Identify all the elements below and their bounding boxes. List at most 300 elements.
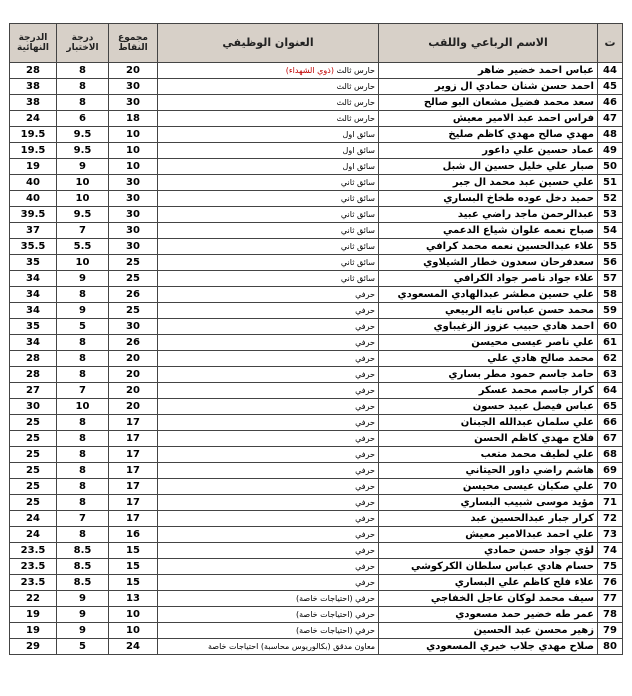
- cell-seq: 62: [598, 351, 623, 367]
- cell-final: 19: [10, 607, 57, 623]
- cell-final: 35: [10, 319, 57, 335]
- cell-points: 30: [109, 175, 158, 191]
- cell-title: [158, 63, 379, 79]
- job-title-text: حرفي: [355, 609, 375, 619]
- cell-points: 17: [109, 463, 158, 479]
- cell-title: [158, 95, 379, 111]
- job-title-text: حرفي: [355, 545, 375, 555]
- cell-title: [158, 543, 379, 559]
- cell-seq: 58: [598, 287, 623, 303]
- job-title-text: حرفي: [355, 321, 375, 331]
- cell-exam: 8.5: [57, 575, 109, 591]
- job-title-text: حرفي: [355, 433, 375, 443]
- cell-exam: 7: [57, 511, 109, 527]
- cell-name: علي سلمان عبدالله الجبنان: [379, 415, 598, 431]
- cell-exam: 10: [57, 191, 109, 207]
- cell-seq: 55: [598, 239, 623, 255]
- cell-title: [158, 351, 379, 367]
- cell-final: 28: [10, 367, 57, 383]
- header-seq: ت: [598, 24, 623, 63]
- table-row: [10, 351, 623, 367]
- cell-points: 13: [109, 591, 158, 607]
- table-row: [10, 463, 623, 479]
- cell-name: فراس احمد عبد الامير معيش: [379, 111, 598, 127]
- cell-exam: 7: [57, 383, 109, 399]
- cell-title: [158, 607, 379, 623]
- cell-name: مؤيد موسى شبيب البساري: [379, 495, 598, 511]
- cell-title: [158, 319, 379, 335]
- cell-exam: 10: [57, 399, 109, 415]
- job-title-text: سائق اول: [342, 145, 375, 155]
- cell-seq: 49: [598, 143, 623, 159]
- cell-points: 17: [109, 479, 158, 495]
- cell-title: [158, 287, 379, 303]
- cell-exam: 5.5: [57, 239, 109, 255]
- job-title-text: حرفي: [355, 561, 375, 571]
- cell-title: [158, 175, 379, 191]
- job-title-text: حرفي: [355, 625, 375, 635]
- job-title-text: حرفي: [355, 529, 375, 539]
- table-row: [10, 223, 623, 239]
- cell-seq: 48: [598, 127, 623, 143]
- job-title-text: سائق ثاني: [340, 209, 375, 219]
- cell-title: [158, 159, 379, 175]
- cell-final: 19.5: [10, 127, 57, 143]
- cell-title: [158, 335, 379, 351]
- cell-title: [158, 463, 379, 479]
- table-row: [10, 623, 623, 639]
- cell-final: 23.5: [10, 559, 57, 575]
- table-row: [10, 191, 623, 207]
- job-title-note: (احتياجات خاصة): [295, 609, 353, 619]
- job-title-text: حرفي: [355, 401, 375, 411]
- cell-exam: 8: [57, 527, 109, 543]
- cell-title: [158, 575, 379, 591]
- cell-final: 40: [10, 175, 57, 191]
- cell-points: 10: [109, 143, 158, 159]
- table-row: [10, 431, 623, 447]
- cell-seq: 53: [598, 207, 623, 223]
- cell-name: علي حسين عبد محمد ال جبر: [379, 175, 598, 191]
- cell-name: لؤي جواد حسن حمادي: [379, 543, 598, 559]
- cell-seq: 65: [598, 399, 623, 415]
- table-row: [10, 95, 623, 111]
- header-row: [10, 24, 623, 63]
- table-row: [10, 639, 623, 655]
- cell-exam: 8: [57, 495, 109, 511]
- cell-exam: 9: [57, 303, 109, 319]
- table-row: [10, 79, 623, 95]
- cell-exam: 9.5: [57, 127, 109, 143]
- job-title-text: حارس ثالث: [336, 113, 375, 123]
- cell-seq: 78: [598, 607, 623, 623]
- job-title-text: حارس ثالث: [336, 81, 375, 91]
- cell-exam: 9: [57, 607, 109, 623]
- job-title-text: سائق ثاني: [340, 257, 375, 267]
- cell-points: 20: [109, 383, 158, 399]
- table-row: [10, 255, 623, 271]
- cell-exam: 5: [57, 639, 109, 655]
- cell-name: احمد هادي حبيب عزوز الزغيباوي: [379, 319, 598, 335]
- cell-name: مهدي صالح مهدي كاظم صليخ: [379, 127, 598, 143]
- cell-final: 34: [10, 271, 57, 287]
- cell-title: [158, 559, 379, 575]
- cell-final: 25: [10, 415, 57, 431]
- cell-name: عمر طه خضير حمد مسعودي: [379, 607, 598, 623]
- cell-title: [158, 495, 379, 511]
- cell-points: 30: [109, 223, 158, 239]
- results-table: [9, 23, 623, 655]
- cell-final: 22: [10, 591, 57, 607]
- cell-points: 17: [109, 447, 158, 463]
- cell-points: 30: [109, 239, 158, 255]
- cell-exam: 8: [57, 479, 109, 495]
- cell-final: 24: [10, 111, 57, 127]
- cell-exam: 9.5: [57, 143, 109, 159]
- cell-title: [158, 623, 379, 639]
- table-row: [10, 335, 623, 351]
- table-row: [10, 559, 623, 575]
- cell-final: 35.5: [10, 239, 57, 255]
- job-title-text: سائق ثاني: [340, 225, 375, 235]
- cell-points: 30: [109, 319, 158, 335]
- job-title-note: (ذوي الشهداء): [285, 65, 334, 75]
- cell-name: علي ناصر عيسى محيسن: [379, 335, 598, 351]
- table-row: [10, 527, 623, 543]
- cell-points: 30: [109, 207, 158, 223]
- cell-points: 20: [109, 399, 158, 415]
- cell-title: [158, 399, 379, 415]
- cell-name: صبار علي خليل حسين ال شبل: [379, 159, 598, 175]
- cell-seq: 51: [598, 175, 623, 191]
- cell-title: [158, 239, 379, 255]
- cell-name: حامد جاسم حمود مطر بساري: [379, 367, 598, 383]
- cell-name: علي صكبان عيسى محيسن: [379, 479, 598, 495]
- cell-points: 30: [109, 79, 158, 95]
- job-title-text: سائق اول: [342, 129, 375, 139]
- cell-title: [158, 639, 379, 655]
- cell-title: [158, 111, 379, 127]
- cell-title: [158, 383, 379, 399]
- cell-final: 34: [10, 303, 57, 319]
- cell-seq: 68: [598, 447, 623, 463]
- table-row: [10, 399, 623, 415]
- job-title-text: حرفي: [355, 465, 375, 475]
- cell-final: 34: [10, 287, 57, 303]
- cell-final: 34: [10, 335, 57, 351]
- cell-seq: 70: [598, 479, 623, 495]
- cell-title: [158, 511, 379, 527]
- cell-points: 15: [109, 543, 158, 559]
- cell-points: 30: [109, 95, 158, 111]
- cell-exam: 8.5: [57, 559, 109, 575]
- cell-name: احمد حسن شنان حمادي ال زوير: [379, 79, 598, 95]
- cell-name: عماد حسين علي داعور: [379, 143, 598, 159]
- job-title-text: حرفي: [355, 481, 375, 491]
- cell-title: [158, 223, 379, 239]
- cell-title: [158, 255, 379, 271]
- cell-final: 19: [10, 623, 57, 639]
- cell-title: [158, 191, 379, 207]
- table-row: [10, 63, 623, 79]
- cell-name: صلاح مهدي جلاب خيري المسعودي: [379, 639, 598, 655]
- cell-seq: 66: [598, 415, 623, 431]
- cell-seq: 52: [598, 191, 623, 207]
- cell-final: 19: [10, 159, 57, 175]
- cell-exam: 8: [57, 431, 109, 447]
- table-row: [10, 479, 623, 495]
- cell-name: سيف محمد لوكان عاجل الخفاجي: [379, 591, 598, 607]
- cell-exam: 8: [57, 463, 109, 479]
- job-title-text: حرفي: [355, 593, 375, 603]
- cell-points: 17: [109, 431, 158, 447]
- cell-name: علاء فلح كاظم علي البساري: [379, 575, 598, 591]
- cell-title: [158, 591, 379, 607]
- cell-name: هاشم راضي داور الحيتاني: [379, 463, 598, 479]
- cell-seq: 74: [598, 543, 623, 559]
- cell-title: [158, 431, 379, 447]
- cell-points: 17: [109, 511, 158, 527]
- cell-exam: 10: [57, 175, 109, 191]
- job-title-text: حرفي: [355, 353, 375, 363]
- cell-exam: 9: [57, 623, 109, 639]
- cell-title: [158, 207, 379, 223]
- cell-final: 25: [10, 463, 57, 479]
- cell-title: [158, 127, 379, 143]
- cell-points: 17: [109, 495, 158, 511]
- cell-seq: 54: [598, 223, 623, 239]
- cell-title: [158, 415, 379, 431]
- cell-points: 15: [109, 575, 158, 591]
- header-title: العنوان الوظيفي: [158, 24, 379, 63]
- job-title-text: حرفي: [355, 289, 375, 299]
- cell-points: 24: [109, 639, 158, 655]
- cell-points: 18: [109, 111, 158, 127]
- cell-name: عباس فيصل عبيد حسون: [379, 399, 598, 415]
- job-title-text: حرفي: [355, 513, 375, 523]
- table-row: [10, 367, 623, 383]
- cell-name: عبدالرحمن ماجد راضي عبيد: [379, 207, 598, 223]
- header-points: مجموع النقاط: [109, 24, 158, 63]
- cell-points: 25: [109, 303, 158, 319]
- cell-exam: 8: [57, 351, 109, 367]
- table-row: [10, 607, 623, 623]
- header-exam: درجة الاختبار: [57, 24, 109, 63]
- job-title-text: حرفي: [355, 337, 375, 347]
- table-row: [10, 287, 623, 303]
- job-title-text: سائق ثاني: [340, 177, 375, 187]
- cell-seq: 77: [598, 591, 623, 607]
- job-title-note: (احتياجات خاصة): [295, 625, 353, 635]
- cell-final: 23.5: [10, 575, 57, 591]
- cell-name: كرار جاسم محمد عسكر: [379, 383, 598, 399]
- cell-exam: 5: [57, 319, 109, 335]
- table-row: [10, 207, 623, 223]
- cell-points: 25: [109, 255, 158, 271]
- cell-seq: 60: [598, 319, 623, 335]
- job-title-text: حرفي: [355, 449, 375, 459]
- cell-title: [158, 527, 379, 543]
- cell-points: 15: [109, 559, 158, 575]
- cell-exam: 9: [57, 159, 109, 175]
- cell-points: 25: [109, 271, 158, 287]
- cell-seq: 63: [598, 367, 623, 383]
- cell-title: [158, 143, 379, 159]
- table-row: [10, 127, 623, 143]
- cell-name: علي احمد عبدالامير معيش: [379, 527, 598, 543]
- cell-seq: 47: [598, 111, 623, 127]
- table-row: [10, 591, 623, 607]
- cell-exam: 9: [57, 271, 109, 287]
- cell-points: 20: [109, 63, 158, 79]
- cell-name: علاء جواد ناصر جواد الكرافي: [379, 271, 598, 287]
- table-row: [10, 511, 623, 527]
- cell-title: [158, 447, 379, 463]
- cell-name: صباح نعمه علوان شياع الدعمي: [379, 223, 598, 239]
- cell-seq: 72: [598, 511, 623, 527]
- table-row: [10, 143, 623, 159]
- cell-seq: 46: [598, 95, 623, 111]
- cell-final: 38: [10, 79, 57, 95]
- cell-final: 25: [10, 479, 57, 495]
- cell-final: 25: [10, 447, 57, 463]
- cell-seq: 69: [598, 463, 623, 479]
- cell-final: 25: [10, 431, 57, 447]
- job-title-text: حرفي: [355, 305, 375, 315]
- job-title-text: حرفي: [355, 497, 375, 507]
- cell-title: [158, 271, 379, 287]
- job-title-text: حرفي: [355, 369, 375, 379]
- cell-seq: 80: [598, 639, 623, 655]
- cell-exam: 8: [57, 415, 109, 431]
- job-title-text: سائق ثاني: [340, 241, 375, 251]
- cell-seq: 79: [598, 623, 623, 639]
- cell-points: 17: [109, 415, 158, 431]
- job-title-note: (احتياجات خاصة): [295, 593, 353, 603]
- cell-exam: 9: [57, 591, 109, 607]
- cell-exam: 8: [57, 367, 109, 383]
- cell-name: فلاح مهدي كاظم الحسن: [379, 431, 598, 447]
- cell-exam: 6: [57, 111, 109, 127]
- cell-name: زهير محسن عبد الحسين: [379, 623, 598, 639]
- job-title-text: حرفي: [355, 417, 375, 427]
- job-title-text: سائق ثاني: [340, 273, 375, 283]
- table-row: [10, 175, 623, 191]
- cell-name: سعد محمد فضيل مشعان البو صالح: [379, 95, 598, 111]
- cell-title: [158, 479, 379, 495]
- cell-final: 29: [10, 639, 57, 655]
- cell-final: 28: [10, 351, 57, 367]
- job-title-text: معاون مدقق (بكالوريوس محاسبة) احتياجات خاصة: [207, 641, 375, 651]
- job-title-text: حرفي: [355, 385, 375, 395]
- cell-name: محمد حسن عباس نايه الربيعي: [379, 303, 598, 319]
- cell-seq: 61: [598, 335, 623, 351]
- cell-name: كرار جبار عبدالحسين عبد: [379, 511, 598, 527]
- cell-final: 24: [10, 511, 57, 527]
- cell-points: 10: [109, 607, 158, 623]
- cell-exam: 9.5: [57, 207, 109, 223]
- cell-points: 10: [109, 623, 158, 639]
- job-title-text: حارس ثالث: [336, 97, 375, 107]
- cell-points: 16: [109, 527, 158, 543]
- cell-seq: 56: [598, 255, 623, 271]
- job-title-text: سائق ثاني: [340, 193, 375, 203]
- cell-exam: 10: [57, 255, 109, 271]
- cell-final: 40: [10, 191, 57, 207]
- cell-seq: 50: [598, 159, 623, 175]
- cell-seq: 57: [598, 271, 623, 287]
- table-row: [10, 111, 623, 127]
- cell-name: علاء عبدالحسين نعمه محمد كرافي: [379, 239, 598, 255]
- cell-points: 20: [109, 367, 158, 383]
- cell-name: عباس احمد خضير ضاهر: [379, 63, 598, 79]
- cell-final: 30: [10, 399, 57, 415]
- table-row: [10, 239, 623, 255]
- cell-seq: 71: [598, 495, 623, 511]
- header-name: الاسم الرباعي واللقب: [379, 24, 598, 63]
- cell-final: 25: [10, 495, 57, 511]
- cell-final: 24: [10, 527, 57, 543]
- cell-exam: 8: [57, 335, 109, 351]
- table-row: [10, 159, 623, 175]
- cell-seq: 67: [598, 431, 623, 447]
- cell-final: 19.5: [10, 143, 57, 159]
- cell-points: 30: [109, 191, 158, 207]
- cell-points: 20: [109, 351, 158, 367]
- job-title-text: حارس ثالث: [336, 65, 375, 75]
- cell-points: 26: [109, 335, 158, 351]
- cell-name: حسام هادي عباس سلطان الكركوشي: [379, 559, 598, 575]
- cell-seq: 44: [598, 63, 623, 79]
- cell-final: 35: [10, 255, 57, 271]
- cell-final: 37: [10, 223, 57, 239]
- cell-final: 38: [10, 95, 57, 111]
- cell-name: حميد دخل عوده طخاخ البساري: [379, 191, 598, 207]
- job-title-text: سائق اول: [342, 161, 375, 171]
- cell-name: محمد صالح هادي علي: [379, 351, 598, 367]
- table-row: [10, 383, 623, 399]
- table-row: [10, 447, 623, 463]
- cell-exam: 8: [57, 63, 109, 79]
- cell-final: 27: [10, 383, 57, 399]
- cell-seq: 45: [598, 79, 623, 95]
- cell-exam: 8: [57, 79, 109, 95]
- cell-exam: 8: [57, 447, 109, 463]
- header-final: الدرجة النهائية: [10, 24, 57, 63]
- cell-seq: 59: [598, 303, 623, 319]
- cell-points: 26: [109, 287, 158, 303]
- cell-seq: 73: [598, 527, 623, 543]
- table-row: [10, 575, 623, 591]
- table-body: [10, 63, 623, 655]
- table-row: [10, 495, 623, 511]
- cell-exam: 8.5: [57, 543, 109, 559]
- cell-final: 23.5: [10, 543, 57, 559]
- cell-name: سعدفرحان سعدون خطار الشيلاوي: [379, 255, 598, 271]
- cell-exam: 7: [57, 223, 109, 239]
- table-row: [10, 303, 623, 319]
- cell-name: علي لطيف محمد متعب: [379, 447, 598, 463]
- table-row: [10, 415, 623, 431]
- cell-title: [158, 79, 379, 95]
- cell-seq: 75: [598, 559, 623, 575]
- cell-final: 39.5: [10, 207, 57, 223]
- cell-name: علي حسين مطشر عبدالهادي المسعودي: [379, 287, 598, 303]
- cell-seq: 76: [598, 575, 623, 591]
- cell-exam: 8: [57, 95, 109, 111]
- cell-exam: 8: [57, 287, 109, 303]
- cell-final: 28: [10, 63, 57, 79]
